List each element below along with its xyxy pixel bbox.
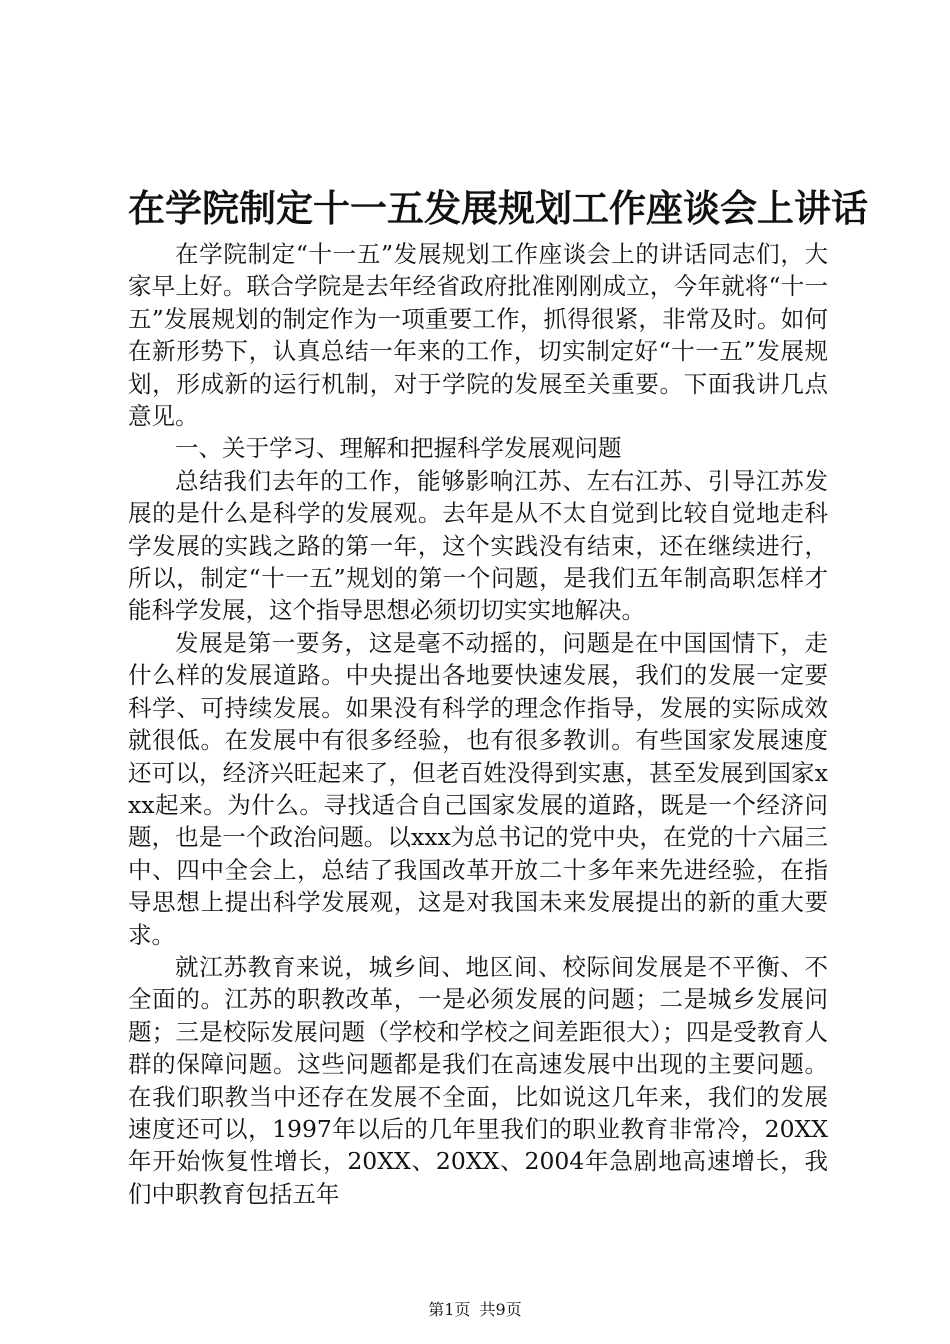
document-title: 在学院制定十一五发展规划工作座谈会上讲话 <box>128 186 868 230</box>
page-total: 共9页 <box>479 1300 522 1319</box>
page-number: 第1页 <box>428 1300 471 1319</box>
paragraph-summary: 总结我们去年的工作，能够影响江苏、左右江苏、引导江苏发展的是什么是科学的发展观。去年是从不太自觉到比较自觉地走科学发展的实践之路的第一年，这个实践没有结束，还在继续进行，所以，制定“十一五”规划的第一个问题，是我们五年制高职怎样才能科学发展，这个指导思想必须切切实实地解决。 <box>128 466 828 625</box>
section-heading: 一、关于学习、理解和把握科学发展观问题 <box>175 434 622 463</box>
page-footer <box>0 1300 950 1320</box>
paragraph-intro: 在学院制定“十一五”发展规划工作座谈会上的讲话同志们，大家早上好。联合学院是去年经省政府批准刚刚成立，今年就将“十一五”发展规划的制定作为一项重要工作，抓得很紧，非常及时。如何在新形势下，认真总结一年来的工作，切实制定好“十一五”发展规划，形成新的运行机制，对于学院的发展至关重要。下面我讲几点意见。 <box>128 240 828 431</box>
document-body <box>128 238 828 1210</box>
paragraph-jiangsu-education: 就江苏教育来说，城乡间、地区间、校际间发展是不平衡、不全面的。江苏的职教改革，一是必须发展的问题；二是城乡发展问题；三是校际发展问题（学校和学校之间差距很大）；四是受教育人群的保障问题。这些问题都是我们在高速发展中出现的主要问题。在我们职教当中还存在发展不全面，比如说这几年来，我们的发展速度还可以，1997年以后的几年里我们的职业教育非常冷，20XX年开始恢复性增长，20XX、20XX、2004年急剧地高速增长，我们中职教育包括五年 <box>128 952 828 1208</box>
paragraph-development: 发展是第一要务，这是毫不动摇的，问题是在中国国情下，走什么样的发展道路。中央提出各地要快速发展，我们的发展一定要科学、可持续发展。如果没有科学的理念作指导，发展的实际成效就很低。在发展中有很多经验，也有很多教训。有些国家发展速度还可以，经济兴旺起来了，但老百姓没得到实惠，甚至发展到国家xxx起来。为什么。寻找适合自己国家发展的道路，既是一个经济问题，也是一个政治问题。以xxx为总书记的党中央，在党的十六届三中、四中全会上，总结了我国改革开放二十多年来先进经验，在指导思想上提出科学发展观，这是对我国未来发展提出的新的重大要求。 <box>128 628 828 949</box>
